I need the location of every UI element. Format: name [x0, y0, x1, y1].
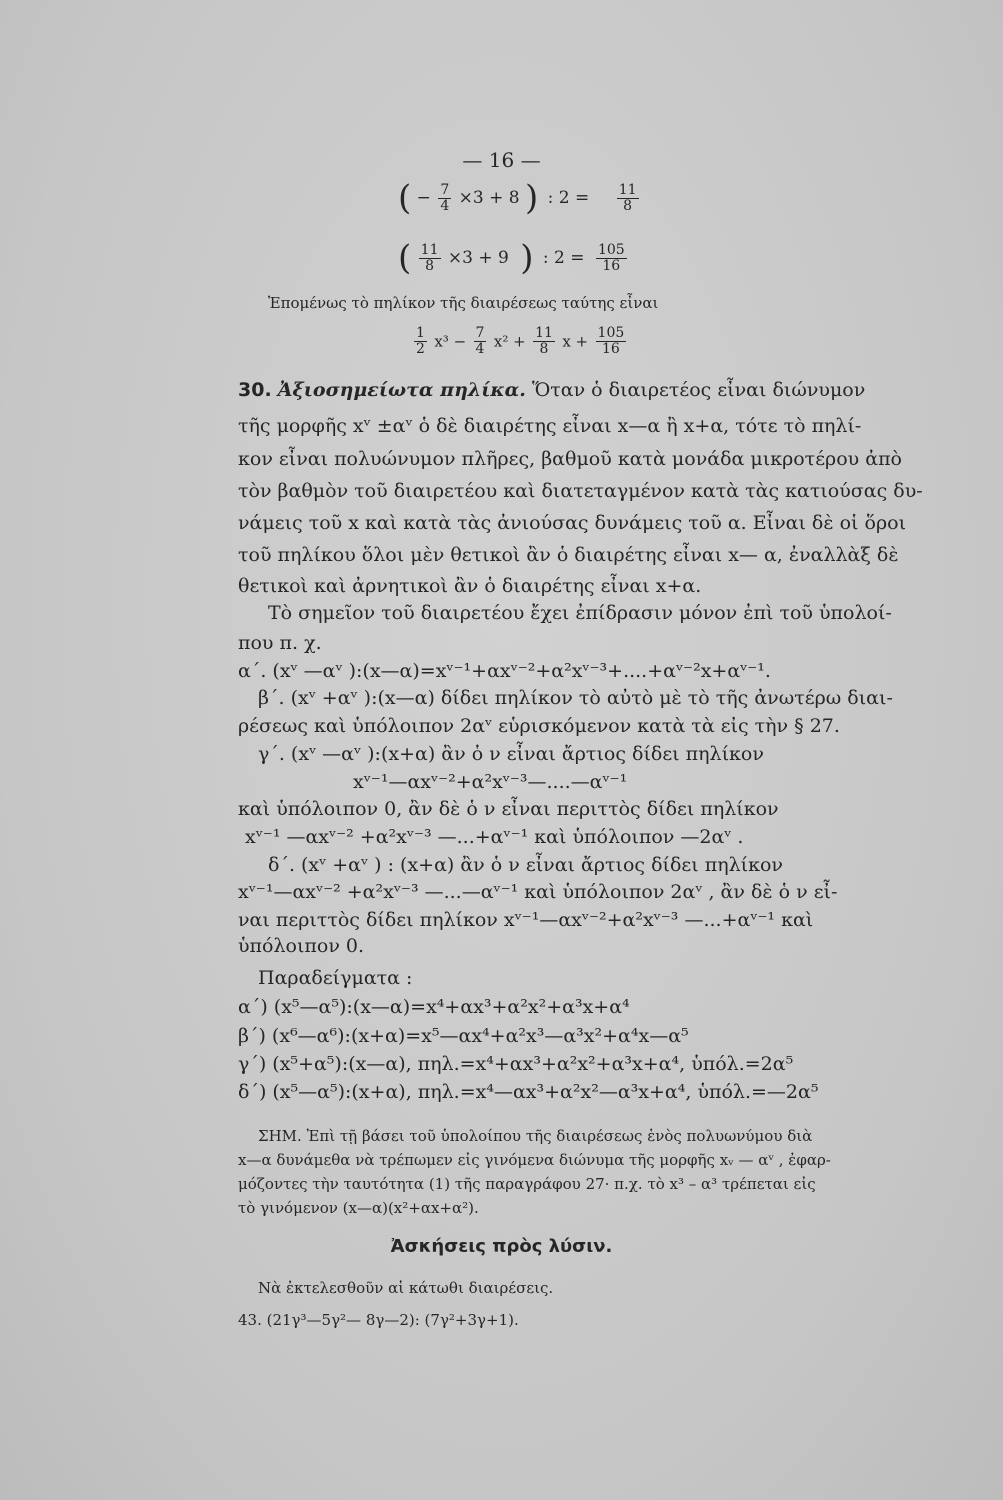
paragraph-line: β΄. (xᵛ +αᵛ ):(x—α) δίδει πηλίκον τὸ αὐτὸ μὲ τὸ τῆς ἀνωτέρω διαι-	[258, 687, 893, 709]
fraction: $\frac{7}{4}$	[475, 325, 485, 357]
quotient-polynomial: $\frac{1}{2}$ x³ − $\frac{7}{4}$ x² + $\frac{11}{8}$ x + $\frac{105}{16}$	[416, 325, 625, 357]
fraction: $\frac{11}{8}$	[535, 325, 553, 357]
paragraph-line: δ΄. (xᵛ +αᵛ ) : (x+α) ἂν ὁ ν εἶναι ἄρτιος δίδει πηλίκον	[268, 854, 783, 876]
intro-line: Ἑπομένως τὸ πηλίκον τῆς διαιρέσεως ταύτης εἶναι	[268, 294, 659, 312]
fraction: $\frac{11}{8}$	[618, 181, 637, 214]
formula-line: xᵛ⁻¹ —αxᵛ⁻² +α²xᵛ⁻³ —...+αᵛ⁻¹ καὶ ὑπόλοιπον —2αᵛ .	[245, 826, 744, 848]
paragraph-line: Ὅταν ὁ διαιρετέος εἶναι διώνυμον	[531, 379, 866, 401]
examples-heading: Παραδείγματα :	[258, 967, 413, 989]
fraction: $\frac{7}{4}$	[440, 181, 450, 214]
formula-line: α΄. (xᵛ —αᵛ ):(x—α)=xᵛ⁻¹+αxᵛ⁻²+α²xᵛ⁻³+....+αᵛ⁻²x+αᵛ⁻¹.	[238, 660, 771, 682]
paragraph-line: θετικοὶ καὶ ἀρνητικοὶ ἂν ὁ διαιρέτης εἶναι x+α.	[238, 575, 702, 597]
example-line: γ΄) (x⁵+α⁵):(x—α), πηλ.=x⁴+αx³+α²x²+α³x+α⁴, ὑπόλ.=2α⁵	[238, 1053, 794, 1075]
paragraph-line: Τὸ σημεῖον τοῦ διαιρετέου ἔχει ἐπίδρασιν μόνον ἐπὶ τοῦ ὑπολοί-	[268, 602, 892, 624]
paragraph-line: τοῦ πηλίκου ὅλοι μὲν θετικοὶ ἂν ὁ διαιρέτης εἶναι x— α, ἐναλλὰξ δὲ	[238, 544, 899, 566]
paragraph-line: κον εἶναι πολυώνυμον πλῆρες, βαθμοῦ κατὰ μονάδα μικροτέρου ἀπὸ	[238, 448, 902, 470]
paragraph-line: xᵛ⁻¹—αxᵛ⁻² +α²xᵛ⁻³ —...—αᵛ⁻¹ καὶ ὑπόλοιπον 2αᵛ , ἂν δὲ ὁ ν εἶ-	[238, 881, 838, 903]
paragraph-line: που π. χ.	[238, 632, 322, 654]
paragraph-line: ὑπόλοιπον 0.	[238, 935, 365, 957]
paragraph-line: γ΄. (xᵛ —αᵛ ):(x+α) ἂν ὁ ν εἶναι ἄρτιος δίδει πηλίκον	[258, 743, 764, 765]
section-title: Ἀξιοσημείωτα πηλίκα.	[277, 379, 526, 401]
fraction: $\frac{1}{2}$	[416, 325, 425, 357]
example-line: α΄) (x⁵—α⁵):(x—α)=x⁴+αx³+α²x²+α³x+α⁴	[238, 996, 630, 1018]
paragraph-line: ρέσεως καὶ ὑπόλοιπον 2αᵛ εὑρισκόμενον κατὰ τὰ εἰς τὴν § 27.	[238, 715, 840, 737]
equation-2: ( $\frac{11}{8}$ ×3 + 9 ) : 2 = $\frac{105}{16}$	[398, 238, 625, 278]
fraction: $\frac{11}{8}$	[420, 241, 439, 274]
example-line: δ΄) (x⁵—α⁵):(x+α), πηλ.=x⁴—αx³+α²x²—α³x+α⁴, ὑπόλ.=—2α⁵	[238, 1081, 819, 1103]
page-number: — 16 —	[462, 148, 541, 172]
paragraph-line: τῆς μορφῆς xᵛ ±αᵛ ὁ δὲ διαιρέτης εἶναι x—α ἢ x+α, τότε τὸ πηλί-	[238, 415, 862, 437]
section-number: 30.	[238, 379, 272, 401]
fraction: $\frac{105}{16}$	[597, 325, 625, 357]
exercise-item: 43. (21γ³—5γ²— 8γ—2): (7γ²+3γ+1).	[238, 1311, 519, 1329]
exercises-heading: Ἀσκήσεις πρὸς λύσιν.	[390, 1236, 613, 1257]
exercises-instruction: Νὰ ἐκτελεσθοῦν αἱ κάτωθι διαιρέσεις.	[258, 1279, 554, 1297]
paragraph-line: νάμεις τοῦ x καὶ κατὰ τὰς ἀνιούσας δυνάμεις τοῦ α. Εἶναι δὲ οἱ ὅροι	[238, 512, 907, 534]
note-line: μόζοντες τὴν ταυτότητα (1) τῆς παραγράφου 27· π.χ. τὸ x³ – α³ τρέπεται εἰς	[238, 1175, 816, 1193]
paragraph-line: καὶ ὑπόλοιπον 0, ἂν δὲ ὁ ν εἶναι περιττὸς δίδει πηλίκον	[238, 798, 779, 820]
note-line: ΣΗΜ. Ἐπὶ τῇ βάσει τοῦ ὑπολοίπου τῆς διαιρέσεως ἑνὸς πολυωνύμου διὰ	[258, 1127, 813, 1145]
formula-line: xᵛ⁻¹—αxᵛ⁻²+α²xᵛ⁻³—....—αᵛ⁻¹	[353, 771, 628, 793]
example-line: β΄) (x⁶—α⁶):(x+α)=x⁵—αx⁴+α²x³—α³x²+α⁴x—α⁵	[238, 1025, 689, 1047]
note-line: τὸ γινόμενον (x—α)(x²+αx+α²).	[238, 1199, 479, 1217]
fraction: $\frac{105}{16}$	[597, 241, 625, 274]
paragraph-line: τὸν βαθμὸν τοῦ διαιρετέου καὶ διατεταγμένον κατὰ τὰς κατιούσας δυ-	[238, 480, 923, 502]
note-line: x—α δυνάμεθα νὰ τρέπωμεν εἰς γινόμενα διώνυμα τῆς μορφῆς xᵥ — αᵛ , ἐφαρ-	[238, 1151, 831, 1169]
section-heading-line	[238, 378, 865, 402]
paragraph-line: ναι περιττὸς δίδει πηλίκον xᵛ⁻¹—αxᵛ⁻²+α²xᵛ⁻³ —...+αᵛ⁻¹ καὶ	[238, 909, 814, 931]
equation-1: ( − $\frac{7}{4}$ ×3 + 8 ) : 2 = $\frac{11}{8}$	[398, 178, 637, 218]
